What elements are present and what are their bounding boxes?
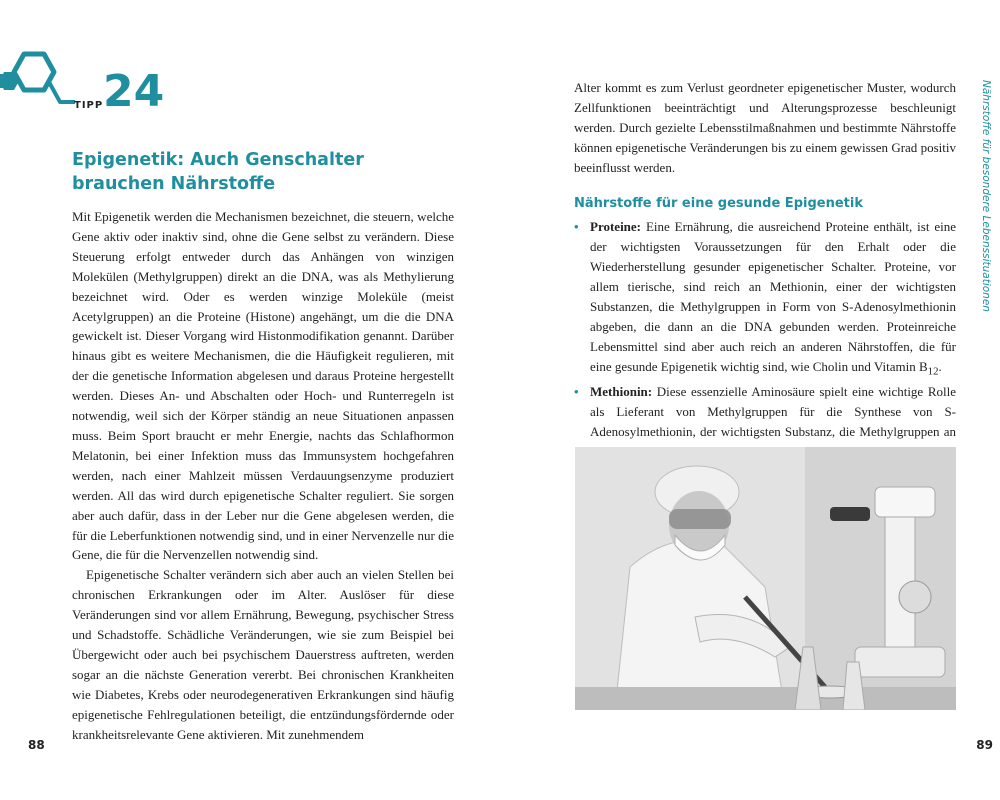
list-term: Proteine: [590, 219, 642, 234]
bullet-dot: • [574, 383, 579, 399]
hexagon-tip-icon [0, 50, 75, 120]
lab-researcher-photo [575, 447, 956, 710]
photo-illustration [575, 447, 956, 710]
list-subscript: 12 [927, 365, 939, 378]
right-body-text [574, 78, 956, 462]
list-text: Diese essenzielle Aminosäure spielt eine wichtige Rolle als Lieferant von Methylgruppen für die Synthese von S-Adenosylmethionin, der wichtigsten Substanz, die Methylgruppen an [590, 383, 956, 439]
chapter-title-line-2: brauchen Nährstoffe [72, 174, 276, 194]
page-number-left: 88 [28, 738, 45, 752]
list-term: Methionin: [590, 383, 653, 399]
nutrient-list [574, 217, 956, 462]
bullet-dot: • [574, 219, 579, 234]
list-tail: . [938, 359, 942, 374]
paragraph-1: Mit Epigenetik werden die Mechanismen bezeichnet, die steuern, welche Gene aktiv oder inaktiv sind, ohne die Gene selbst zu verändern. Diese Steuerung erfolgt entweder durch das Anhängen von winzigen Molekülen (Methylgruppen) direkt an die DNA, was als Methylierung bezeichnet wird. Oder es werden winzige Moleküle (meist Acetylgruppen) an die Proteine (Histone) angehängt, um die die DNA gewickelt ist. Dieser Vorgang wird Histonmodifikation genannt. Darüber hinaus gibt es weitere Mechanismen, die die Häufigkeit regulieren, mit der die genetische Information abgelesen und daraus Proteine hergestellt werden. Dieses An- und Abschalten oder Hoch- und Runterregeln ist notwendig, weil sich der Körper ständig an neue Situationen anpassen muss. Beim Sport braucht er mehr Energie, nachts das Schlafhormon Melatonin, bei einer Infektion muss das Immunsystem hochgefahren werden, nach einer Mahlzeit müssen Verdauungsenzyme produziert werden. All das wird durch epigenetische Schalter reguliert. Sie sorgen aber auch dafür, dass in der Leber nur die Gene abgelesen werden, die für die Leberfunktionen notwendig sind, und in einer Nervenzelle nur die Gene, die für die Nervenzellen notwendig sind. [72, 209, 454, 563]
left-body-text [72, 207, 454, 744]
continuation-paragraph: Alter kommt es zum Verlust geordneter epigenetischer Muster, wodurch Zellfunktionen beeinträchtigt und Alterungsprozesse beschleunigt werden. Durch gezielte Lebensstilmaßnahmen und bestimmte Nährstoffe können epigenetische Veränderungen bis zu einem gewissen Grad positiv beeinflusst werden. [574, 80, 956, 175]
list-item-proteine [574, 217, 956, 382]
right-page [500, 0, 1000, 800]
tip-number: 24 [103, 66, 165, 117]
chapter-title [72, 148, 452, 196]
running-head: Nährstoffe für besondere Lebenssituationen [980, 80, 992, 312]
chapter-title-line-1: Epigenetik: Auch Genschalter [72, 150, 364, 170]
tip-label: TIPP [74, 100, 104, 111]
list-text: Eine Ernährung, die ausreichend Proteine enthält, ist eine der wichtigsten Voraussetzungen für den Erhalt oder die Wiederherstellung gesunder epigenetischer Schalter. Proteine, vor allem tierische, sind reich an Methionin, einer der wichtigsten Substanzen, die Methylgruppen in Form von S-Adenosylmethionin abgeben, die dann an die DNA gebunden werden. Proteinreiche Lebensmittel sind aber auch reich an anderen Nährstoffen, die für eine gesunde Epigenetik wichtig sind, wie Cholin und Vitamin B [590, 219, 956, 374]
section-subheading: Nährstoffe für eine gesunde Epigenetik [574, 196, 863, 211]
page-number-right: 89 [976, 738, 993, 752]
paragraph-2: Epigenetische Schalter verändern sich aber auch an vielen Stellen bei chronischen Erkrankungen oder im Alter. Auslöser für diese Veränderungen sind vor allem Ernährung, Bewegung, psychischer Stress und Schadstoffe. Schädliche Veränderungen, wie sie zum Beispiel bei Übergewicht oder auch bei psychischem Dauerstress auftreten, werden sogar an die nächste Generation vererbt. Bei chronischen Krankheiten wie Diabetes, Krebs oder neurodegenerativen Erkrankungen sind häufig epigenetische Fehlregulationen beteiligt, die entzündungsfördernde oder krankheitsrelevante Gene aktivieren. Mit zunehmendem [72, 567, 454, 742]
